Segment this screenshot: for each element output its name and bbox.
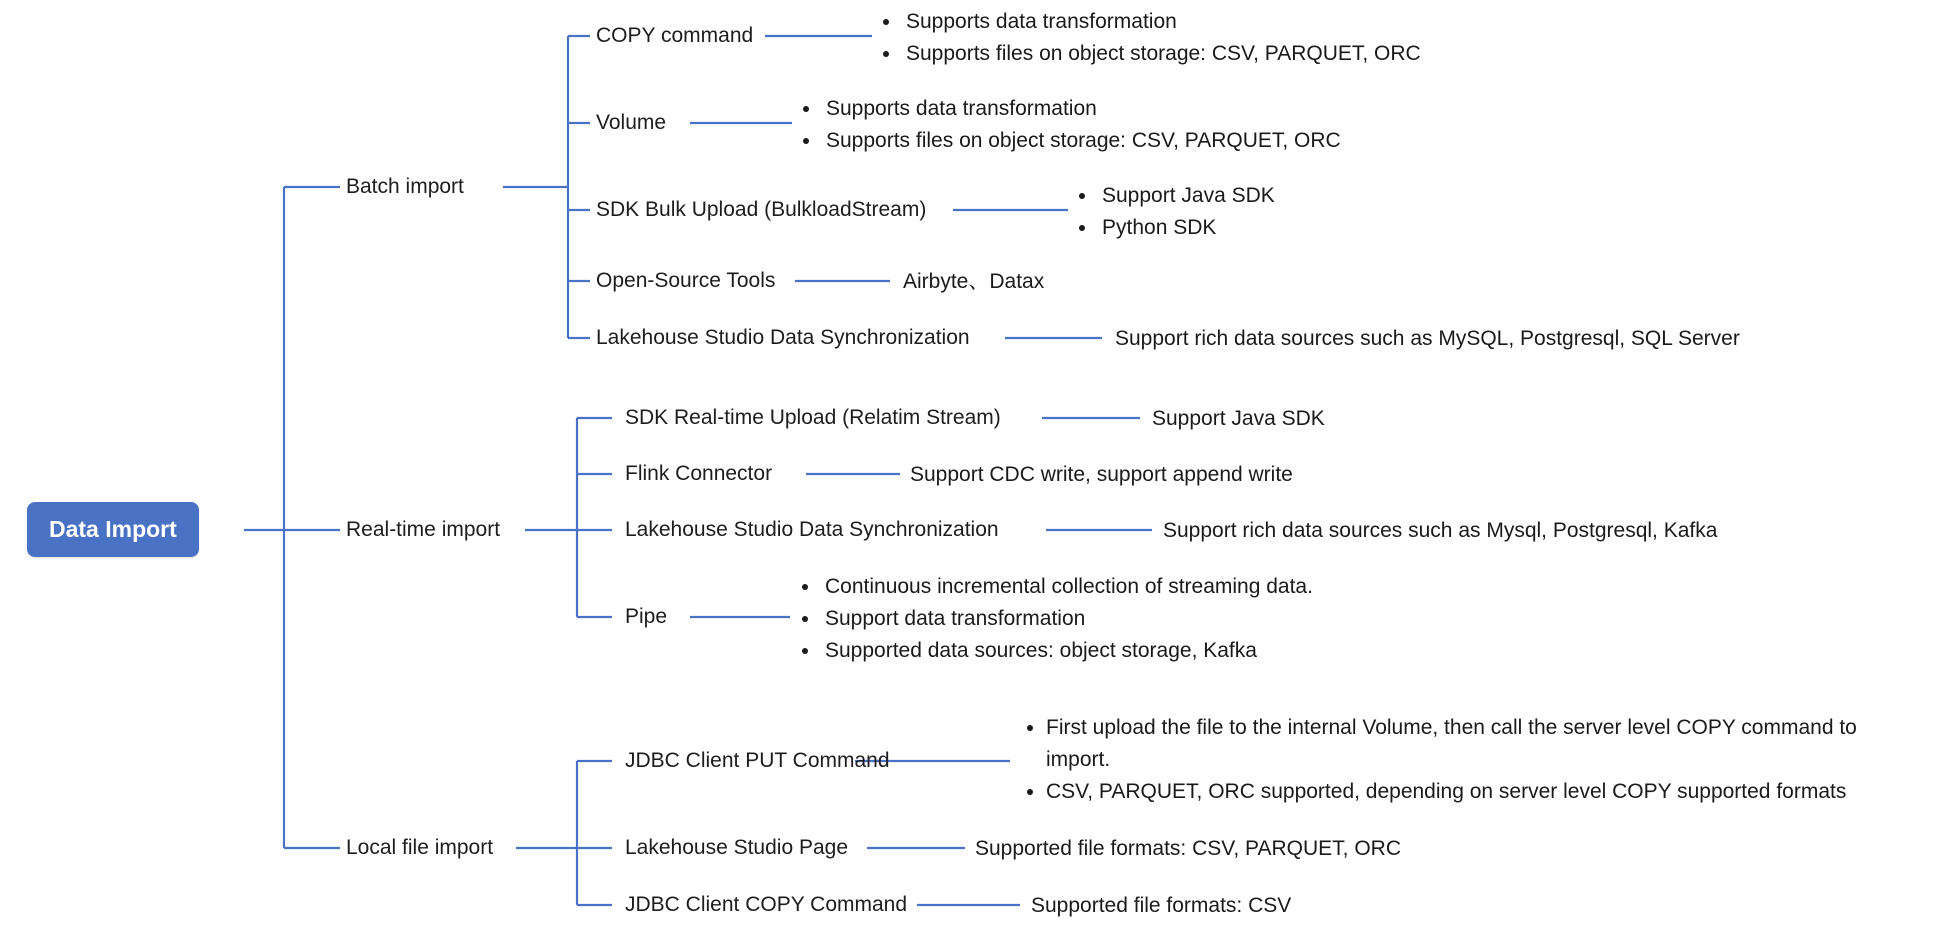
- node-open-source-tools[interactable]: Open-Source Tools: [596, 269, 776, 292]
- node-lakehouse-studio-page[interactable]: Lakehouse Studio Page: [625, 836, 849, 859]
- root-node[interactable]: Data Import: [27, 502, 199, 557]
- branch-label-local-file-import[interactable]: Local file import: [346, 836, 494, 859]
- leaf-pipe-details: [797, 571, 1313, 667]
- leaf-sdk-bulk-upload-details: [1074, 180, 1275, 244]
- list-item: • Support data transformation: [821, 603, 1313, 635]
- leaf-lakehouse-studio-data-sync-batch-detail: Support rich data sources such as MySQL, Postgresql, SQL Server: [1115, 327, 1740, 350]
- node-lakehouse-studio-data-sync-realtime[interactable]: Lakehouse Studio Data Synchronization: [625, 518, 999, 541]
- leaf-volume-details: [798, 93, 1341, 157]
- list-item: • First upload the file to the internal Volume, then call the server level COPY command to import.: [1046, 712, 1862, 776]
- list-item: • CSV, PARQUET, ORC supported, depending on server level COPY supported formats: [1046, 776, 1862, 808]
- leaf-lakehouse-studio-page-detail: Supported file formats: CSV, PARQUET, ORC: [975, 837, 1401, 860]
- leaf-sdk-real-time-upload-detail: Support Java SDK: [1152, 407, 1325, 430]
- branch-label-batch-import[interactable]: Batch import: [346, 175, 464, 198]
- branch-label-real-time-import[interactable]: Real-time import: [346, 518, 501, 541]
- node-lakehouse-studio-data-sync-batch[interactable]: Lakehouse Studio Data Synchronization: [596, 326, 970, 349]
- leaf-open-source-tools-detail: Airbyte、Datax: [903, 270, 1045, 293]
- node-volume[interactable]: Volume: [596, 111, 667, 134]
- list-item: • Supports files on object storage: CSV, PARQUET, ORC: [822, 125, 1341, 157]
- node-flink-connector[interactable]: Flink Connector: [625, 462, 773, 485]
- list-item: • Supports files on object storage: CSV, PARQUET, ORC: [902, 38, 1421, 70]
- node-sdk-bulk-upload[interactable]: SDK Bulk Upload (BulkloadStream): [596, 198, 927, 221]
- node-pipe[interactable]: Pipe: [625, 605, 668, 628]
- leaf-copy-command-details: [878, 6, 1421, 70]
- list-item: • Continuous incremental collection of streaming data.: [821, 571, 1313, 603]
- node-jdbc-client-copy-command[interactable]: JDBC Client COPY Command: [625, 893, 908, 916]
- leaf-jdbc-client-put-command-details: [1022, 712, 1862, 808]
- leaf-jdbc-client-copy-command-detail: Supported file formats: CSV: [1031, 894, 1292, 917]
- list-item: • Supports data transformation: [822, 93, 1341, 125]
- node-jdbc-client-put-command[interactable]: JDBC Client PUT Command: [625, 749, 890, 772]
- list-item: • Python SDK: [1098, 212, 1275, 244]
- leaf-lakehouse-studio-data-sync-realtime-detail: Support rich data sources such as Mysql, Postgresql, Kafka: [1163, 519, 1718, 542]
- node-copy-command[interactable]: COPY command: [596, 24, 754, 47]
- node-sdk-real-time-upload[interactable]: SDK Real-time Upload (Relatim Stream): [625, 406, 1001, 429]
- list-item: • Supports data transformation: [902, 6, 1421, 38]
- leaf-flink-connector-detail: Support CDC write, support append write: [910, 463, 1293, 486]
- list-item: • Support Java SDK: [1098, 180, 1275, 212]
- list-item: • Supported data sources: object storage, Kafka: [821, 635, 1313, 667]
